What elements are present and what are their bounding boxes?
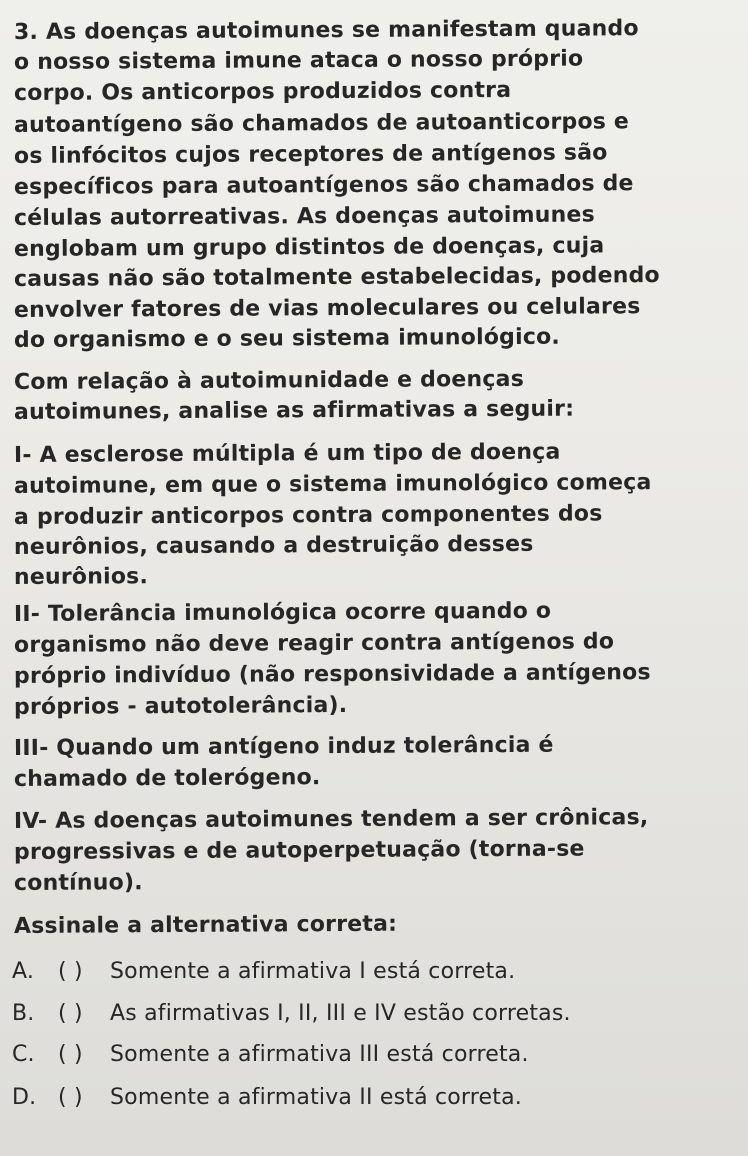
option-c[interactable] <box>12 1040 529 1070</box>
text-line: contínuo). <box>13 870 143 896</box>
option-checkbox[interactable]: ( ) <box>58 1042 83 1067</box>
text-line: autoimunes, analise as afirmativas a seguir: <box>13 396 575 425</box>
prompt-text: Assinale a alternativa correta: <box>13 911 398 939</box>
text-line: causas não são totalmente estabelecidas, podendo <box>13 263 660 292</box>
option-text: Somente a afirmativa I está correta. <box>110 959 516 984</box>
text-line: Com relação à autoimunidade e doenças <box>13 366 525 395</box>
text-line: o nosso sistema imune ataca o nosso próprio <box>13 46 584 75</box>
text-line: células autorreativas. As doenças autoimunes <box>13 202 595 231</box>
text-line: I- A esclerose múltipla é um tipo de doença <box>13 439 561 468</box>
option-checkbox[interactable]: ( ) <box>58 1001 83 1026</box>
option-checkbox[interactable]: ( ) <box>58 959 83 984</box>
text-line: autoimune, em que o sistema imunológico começa <box>13 470 652 499</box>
text-line: envolver fatores de vias moleculares ou celulares <box>13 294 641 323</box>
option-letter: A. <box>12 959 35 984</box>
text-line: 3. As doenças autoimunes se manifestam quando <box>13 16 639 45</box>
option-text: Somente a afirmativa II está correta. <box>110 1085 522 1110</box>
text-line: próprios - autotolerância). <box>13 692 348 720</box>
option-checkbox[interactable]: ( ) <box>58 1085 83 1110</box>
text-line: englobam um grupo distintos de doenças, cuja <box>13 233 605 262</box>
text-line: chamado de tolerógeno. <box>13 765 321 792</box>
option-letter: D. <box>12 1085 37 1110</box>
text-line: II- Tolerância imunológica ocorre quando o <box>13 598 552 627</box>
text-line: do organismo e o seu sistema imunológico. <box>13 324 560 353</box>
option-d[interactable] <box>12 1083 522 1113</box>
text-line: a produzir anticorpos contra componentes dos <box>13 501 603 530</box>
option-letter: B. <box>12 1001 35 1026</box>
text-line: os linfócitos cujos receptores de antígenos são <box>13 140 608 169</box>
text-line: corpo. Os anticorpos produzidos contra <box>13 77 512 106</box>
option-text: As afirmativas I, II, III e IV estão corretas. <box>110 1001 571 1026</box>
text-line: neurônios, causando a destruição desses <box>13 531 534 560</box>
text-line: neurônios. <box>13 564 149 590</box>
text-line: autoantígeno são chamados de autoanticorpos e <box>13 109 630 138</box>
text-line: progressivas e de autoperpetuação (torna-se <box>13 836 585 865</box>
text-line: específicos para autoantígenos são chamados de <box>13 171 634 200</box>
option-b[interactable] <box>12 999 571 1029</box>
text-line: próprio indivíduo (não responsividade a antígenos <box>13 660 651 689</box>
text-line: organismo não deve reagir contra antígenos do <box>13 629 615 658</box>
option-letter: C. <box>12 1042 35 1067</box>
text-line: IV- As doenças autoimunes tendem a ser crônicas, <box>13 805 649 834</box>
option-text: Somente a afirmativa III está correta. <box>110 1042 529 1067</box>
option-a[interactable] <box>12 957 515 987</box>
text-line: III- Quando um antígeno induz tolerância é <box>13 732 554 761</box>
